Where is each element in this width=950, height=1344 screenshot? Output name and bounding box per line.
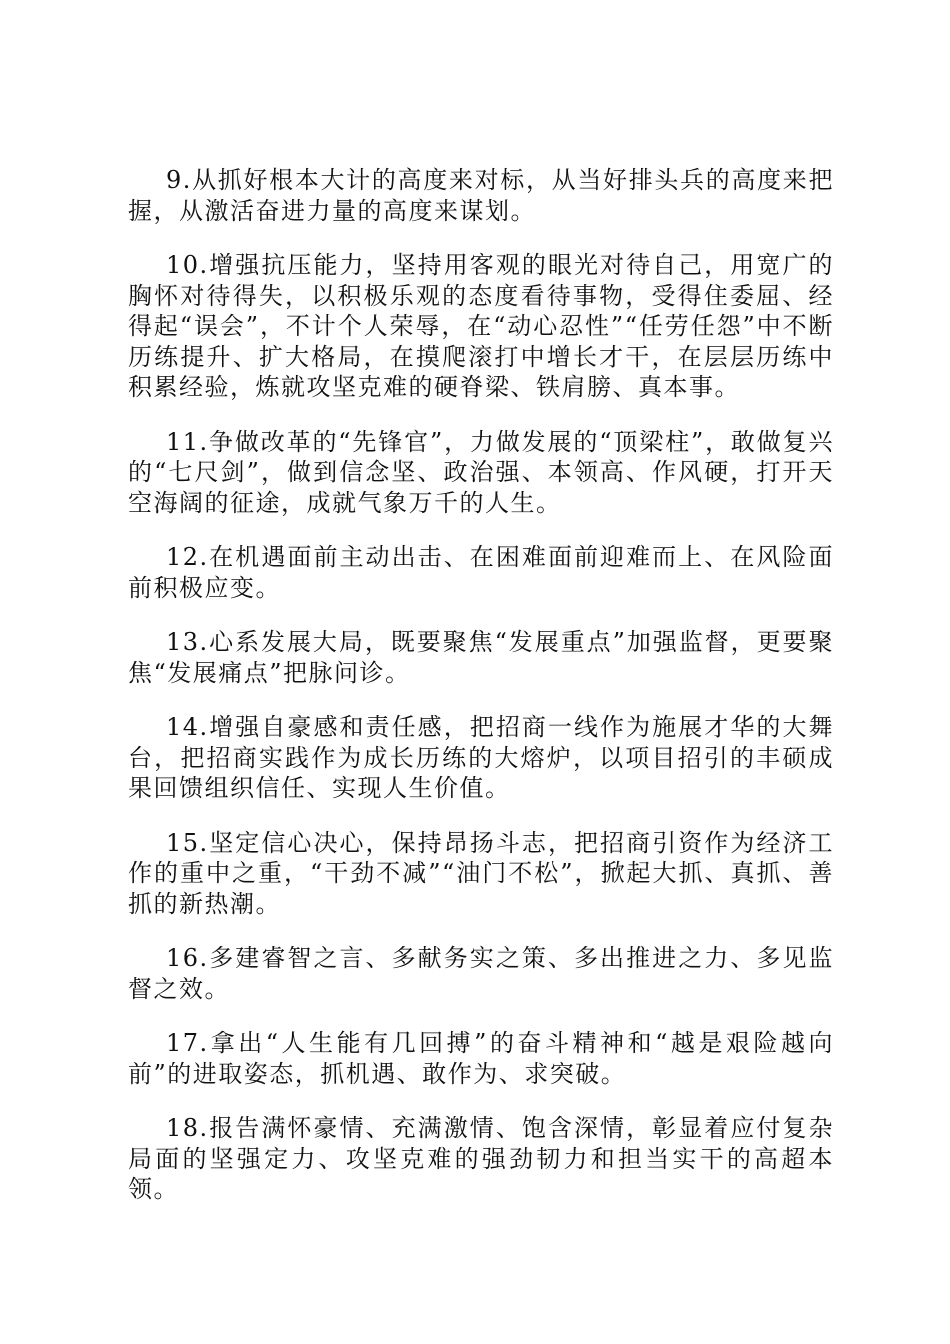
paragraph-11: 11.争做改革的“先锋官”，力做发展的“顶梁柱”，敢做复兴的“七尺剑”，做到信念坚、政治强、本领高、作风硬，打开天空海阔的征途，成就气象万千的人生。	[128, 427, 834, 517]
paragraph-14: 14.增强自豪感和责任感，把招商一线作为施展才华的大舞台，把招商实践作为成长历练的大熔炉，以项目招引的丰硕成果回馈组织信任、实现人生价值。	[128, 713, 834, 802]
paragraph-12: 12.在机遇面前主动出击、在困难面前迎难而上、在风险面前积极应变。	[128, 543, 834, 602]
paragraph-18: 18.报告满怀豪情、充满激情、饱含深情，彰显着应付复杂局面的坚强定力、攻坚克难的强劲韧力和担当实干的高超本领。	[128, 1114, 834, 1203]
paragraph-17: 17.拿出“人生能有几回搏”的奋斗精神和“越是艰险越向前”的进取姿态，抓机遇、敢作为、求突破。	[128, 1029, 834, 1088]
paragraph-15: 15.坚定信心决心，保持昂扬斗志，把招商引资作为经济工作的重中之重，“干劲不减”“油门不松”，掀起大抓、真抓、善抓的新热潮。	[128, 828, 834, 918]
paragraph-10: 10.增强抗压能力，坚持用客观的眼光对待自己，用宽广的胸怀对待得失，以积极乐观的态度看待事物，受得住委屈、经得起“误会”，不计个人荣辱，在“动心忍性”“任劳任怨”中不断历练提升、扩大格局，在摸爬滚打中增长才干，在层层历练中积累经验，炼就攻坚克难的硬脊梁、铁肩膀、真本事。	[128, 251, 834, 401]
document-body	[128, 165, 834, 1229]
paragraph-13: 13.心系发展大局，既要聚焦“发展重点”加强监督，更要聚焦“发展痛点”把脉问诊。	[128, 628, 834, 687]
paragraph-9: 9.从抓好根本大计的高度来对标，从当好排头兵的高度来把握，从激活奋进力量的高度来谋划。	[128, 166, 834, 225]
paragraph-16: 16.多建睿智之言、多献务实之策、多出推进之力、多见监督之效。	[128, 944, 834, 1003]
